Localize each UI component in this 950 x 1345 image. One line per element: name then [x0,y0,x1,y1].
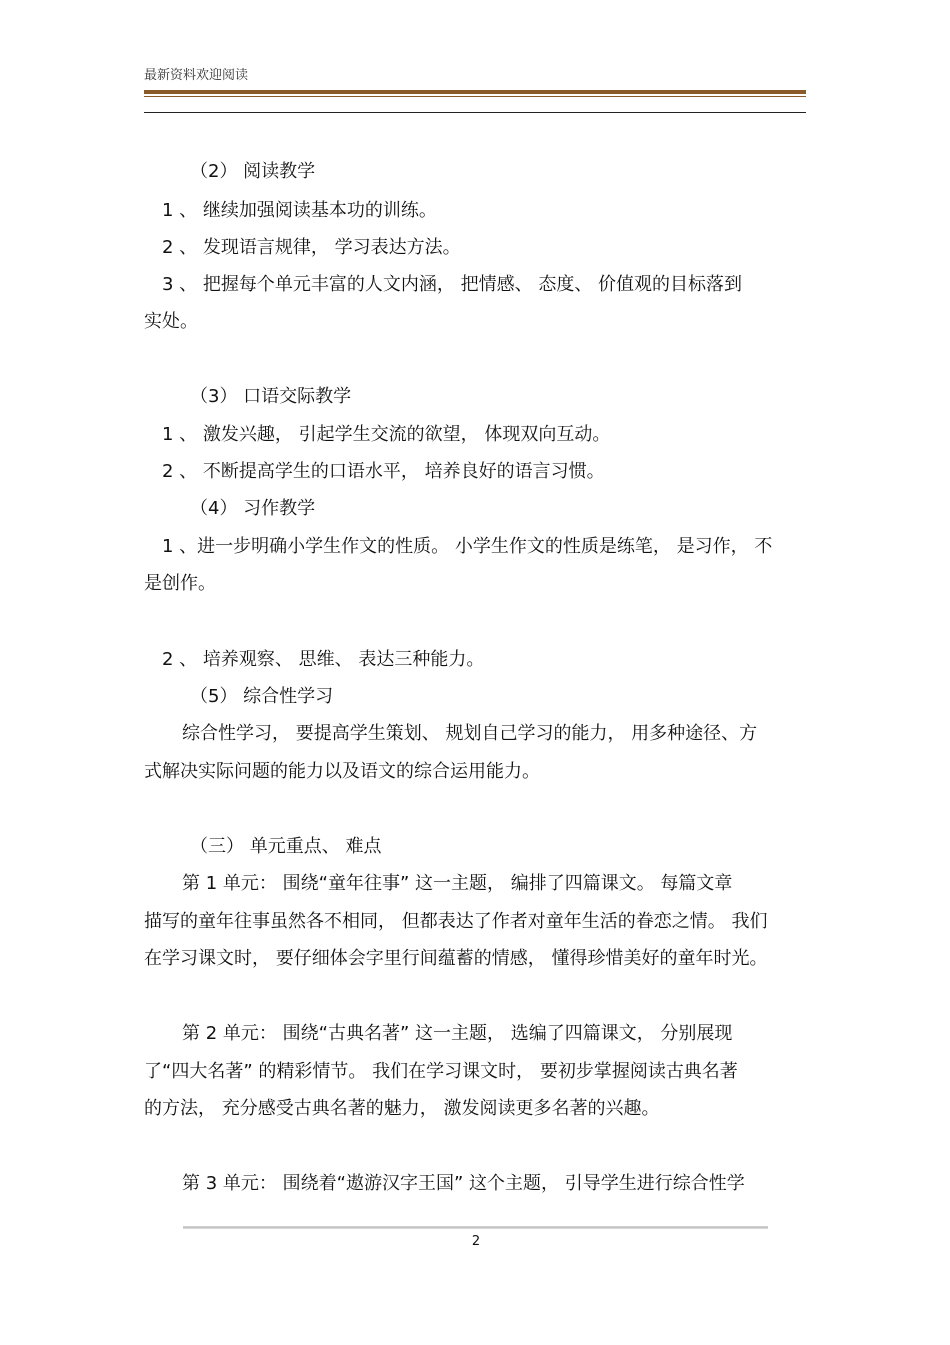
section-heading-oral: （3） 口语交际教学 [190,386,352,407]
section-heading-writing: （4） 习作教学 [190,498,316,519]
header-rule-black [144,112,806,113]
list-item: 1 、进一步明确小学生作文的性质。 小学生作文的性质是练笔， 是习作， 不 [162,536,773,557]
paragraph-line: 式解决实际问题的能力以及语文的综合运用能力。 [144,761,540,782]
paragraph-line: 综合性学习， 要提高学生策划、 规划自己学习的能力， 用多种途径、方 [182,723,758,744]
list-item: 1 、 激发兴趣， 引起学生交流的欲望， 体现双向互动。 [162,424,611,445]
paragraph-line: 描写的童年往事虽然各不相同， 但都表达了作者对童年生活的眷恋之情。 我们 [144,911,768,932]
header-rule-thin [144,96,806,97]
list-item: 3 、 把握每个单元丰富的人文内涵， 把情感、 态度、 价值观的目标落到 [162,274,743,295]
list-item: 2 、 发现语言规律， 学习表达方法。 [162,237,461,258]
page-number: 2 [471,1234,481,1249]
header-rule-thick [144,90,806,94]
paragraph-line: 是创作。 [144,573,216,594]
section-heading-reading: （2） 阅读教学 [190,161,316,182]
footer-rule [183,1226,768,1229]
paragraph-line: 了“四大名著” 的精彩情节。 我们在学习课文时， 要初步掌握阅读古典名著 [144,1061,738,1082]
list-item: 2 、 不断提高学生的口语水平， 培养良好的语言习惯。 [162,461,605,482]
paragraph-line: 在学习课文时， 要仔细体会字里行间蕴蓄的情感， 懂得珍惜美好的童年时光。 [144,948,768,969]
list-item: 2 、 培养观察、 思维、 表达三种能力。 [162,649,485,670]
paragraph-line: 第 2 单元： 围绕“古典名著” 这一主题， 选编了四篇课文， 分别展现 [182,1023,733,1044]
list-item: 1 、 继续加强阅读基本功的训练。 [162,200,437,221]
section-heading-comprehensive: （5） 综合性学习 [190,686,334,707]
paragraph-line: 第 3 单元： 围绕着“遨游汉字王国” 这个主题， 引导学生进行综合性学 [182,1173,745,1194]
paragraph-line: 的方法， 充分感受古典名著的魅力， 激发阅读更多名著的兴趣。 [144,1098,660,1119]
paragraph-line: 实处。 [144,311,198,332]
section-heading-key-points: （三） 单元重点、 难点 [190,836,382,857]
paragraph-line: 第 1 单元： 围绕“童年往事” 这一主题， 编排了四篇课文。 每篇文章 [182,873,733,894]
page-header-text: 最新资料欢迎阅读 [144,68,249,83]
